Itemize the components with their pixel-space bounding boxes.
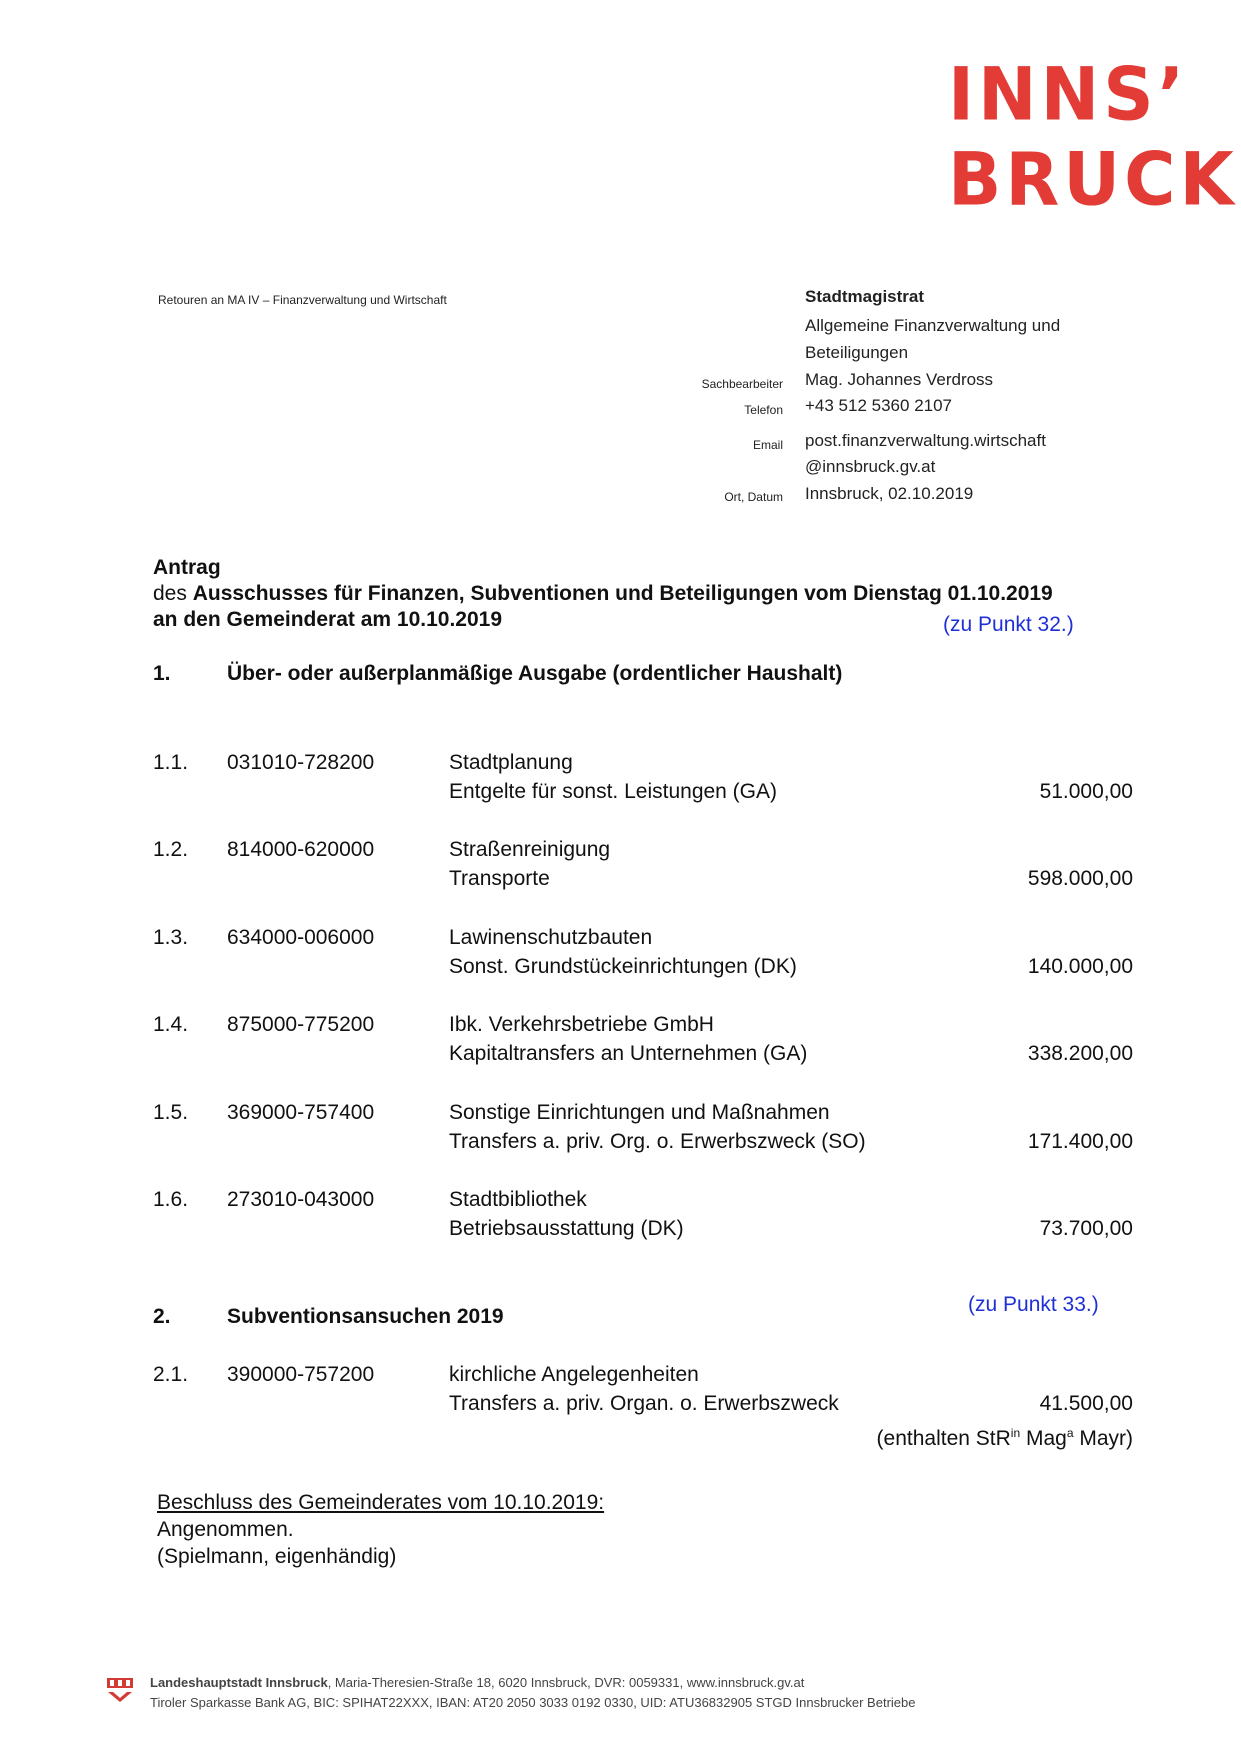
phone-value: +43 512 5360 2107	[805, 396, 953, 415]
date-label: Ort, Datum	[724, 490, 783, 504]
point-ref-33: (zu Punkt 33.)	[968, 1293, 1099, 1316]
innsbruck-logo: INNS’ BRUCK	[948, 51, 1238, 223]
footer-line1: Landeshauptstadt Innsbruck, Maria-Theresien-Straße 18, 6020 Innsbruck, DVR: 0059331, www.innsbruck.gv.at	[150, 1675, 805, 1690]
sender-org: Stadtmagistrat	[805, 287, 925, 306]
email-line1: post.finanzverwaltung.wirtschaft	[805, 431, 1046, 450]
email-line2: @innsbruck.gv.at	[805, 457, 936, 476]
point-ref-32: (zu Punkt 32.)	[943, 613, 1074, 636]
phone-label: Telefon	[744, 403, 783, 417]
footer-line2: Tiroler Sparkasse Bank AG, BIC: SPIHAT22XXX, IBAN: AT20 2050 3033 0192 0330, UID: ATU36832905 STGD Innsbrucker Betriebe	[150, 1695, 916, 1710]
date-value: Innsbruck, 02.10.2019	[805, 484, 974, 503]
committee-line: des Ausschusses für Finanzen, Subventionen und Beteiligungen vom Dienstag 01.10.2019	[153, 582, 1053, 605]
city-coat-of-arms-icon	[105, 1675, 135, 1705]
resolution-result: Angenommen.	[157, 1518, 294, 1541]
return-note: Retouren an MA IV – Finanzverwaltung und Wirtschaft	[158, 293, 447, 307]
council-line: an den Gemeinderat am 10.10.2019	[153, 608, 503, 631]
sender-dept-line1: Allgemeine Finanzverwaltung und	[805, 316, 1061, 335]
document-title: Antrag	[153, 556, 221, 579]
clerk-name: Mag. Johannes Verdross	[805, 370, 994, 389]
resolution-title: Beschluss des Gemeinderates vom 10.10.2019:	[157, 1491, 605, 1514]
resolution-signature: (Spielmann, eigenhändig)	[157, 1545, 397, 1568]
sender-dept-line2: Beteiligungen	[805, 343, 909, 362]
clerk-label: Sachbearbeiter	[701, 377, 783, 391]
email-label: Email	[752, 438, 783, 452]
